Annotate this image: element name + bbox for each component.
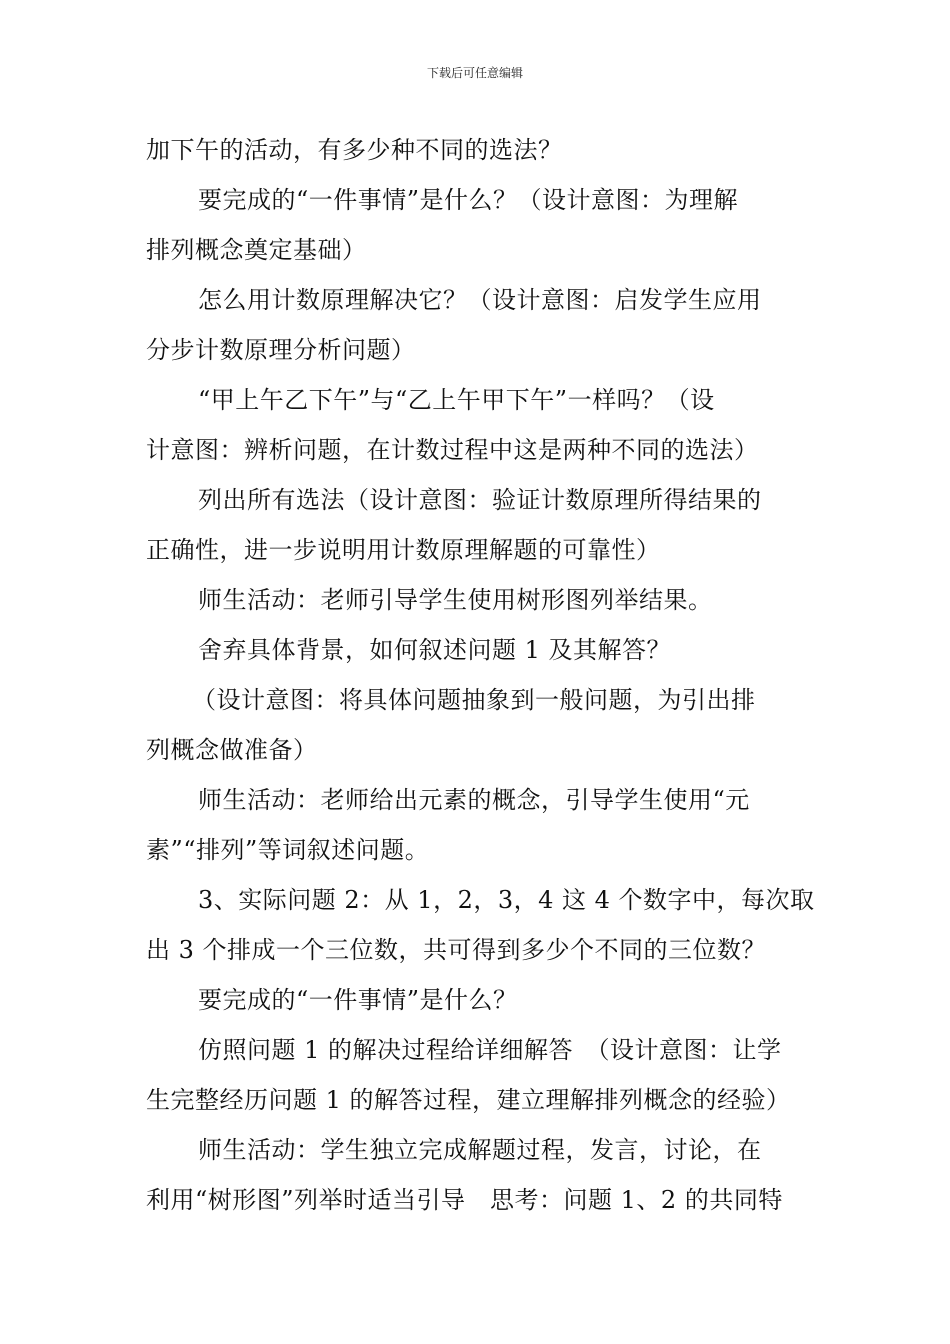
text-line: （设计意图：将具体问题抽象到一般问题，为引出排 [192, 686, 756, 714]
text-line: 怎么用计数原理解决它？（设计意图：启发学生应用 [198, 286, 762, 314]
text-line: 3、实际问题 2：从 1，2，3，4 这 4 个数字中，每次取 [198, 886, 815, 914]
text-line: 加下午的活动，有多少种不同的选法？ [146, 136, 563, 164]
text-line: 正确性，进一步说明用计数原理解题的可靠性） [146, 536, 661, 564]
text-line: 要完成的“一件事情”是什么？（设计意图：为理解 [198, 186, 739, 214]
text-line: 排列概念奠定基础） [146, 236, 367, 264]
text-line: 列出所有选法（设计意图：验证计数原理所得结果的 [198, 486, 762, 514]
text-line: 分步计数原理分析问题） [146, 336, 416, 364]
text-line: 列概念做准备） [146, 736, 318, 764]
text-line: 师生活动：学生独立完成解题过程，发言，讨论，在 [198, 1136, 762, 1164]
text-line: “甲上午乙下午”与“乙上午甲下午”一样吗？（设 [198, 386, 715, 414]
text-line: 师生活动：老师给出元素的概念，引导学生使用“元 [198, 786, 750, 814]
text-line: 要完成的“一件事情”是什么？ [198, 986, 518, 1014]
page-header: 下载后可任意编辑 [426, 66, 523, 80]
text-line: 计意图：辨析问题，在计数过程中这是两种不同的选法） [146, 436, 759, 464]
document-body [146, 128, 815, 1228]
text-line: 出 3 个排成一个三位数，共可得到多少个不同的三位数？ [146, 936, 767, 964]
text-line: 仿照问题 1 的解决过程给详细解答 （设计意图：让学 [198, 1036, 782, 1064]
text-line: 素”“排列”等词叙述问题。 [146, 836, 430, 864]
text-line: 舍弃具体背景，如何叙述问题 1 及其解答？ [198, 636, 672, 664]
text-line: 利用“树形图”列举时适当引导 思考：问题 1、2 的共同特 [146, 1186, 783, 1214]
text-line: 生完整经历问题 1 的解答过程，建立理解排列概念的经验） [146, 1086, 791, 1114]
text-line: 师生活动：老师引导学生使用树形图列举结果。 [198, 586, 713, 614]
